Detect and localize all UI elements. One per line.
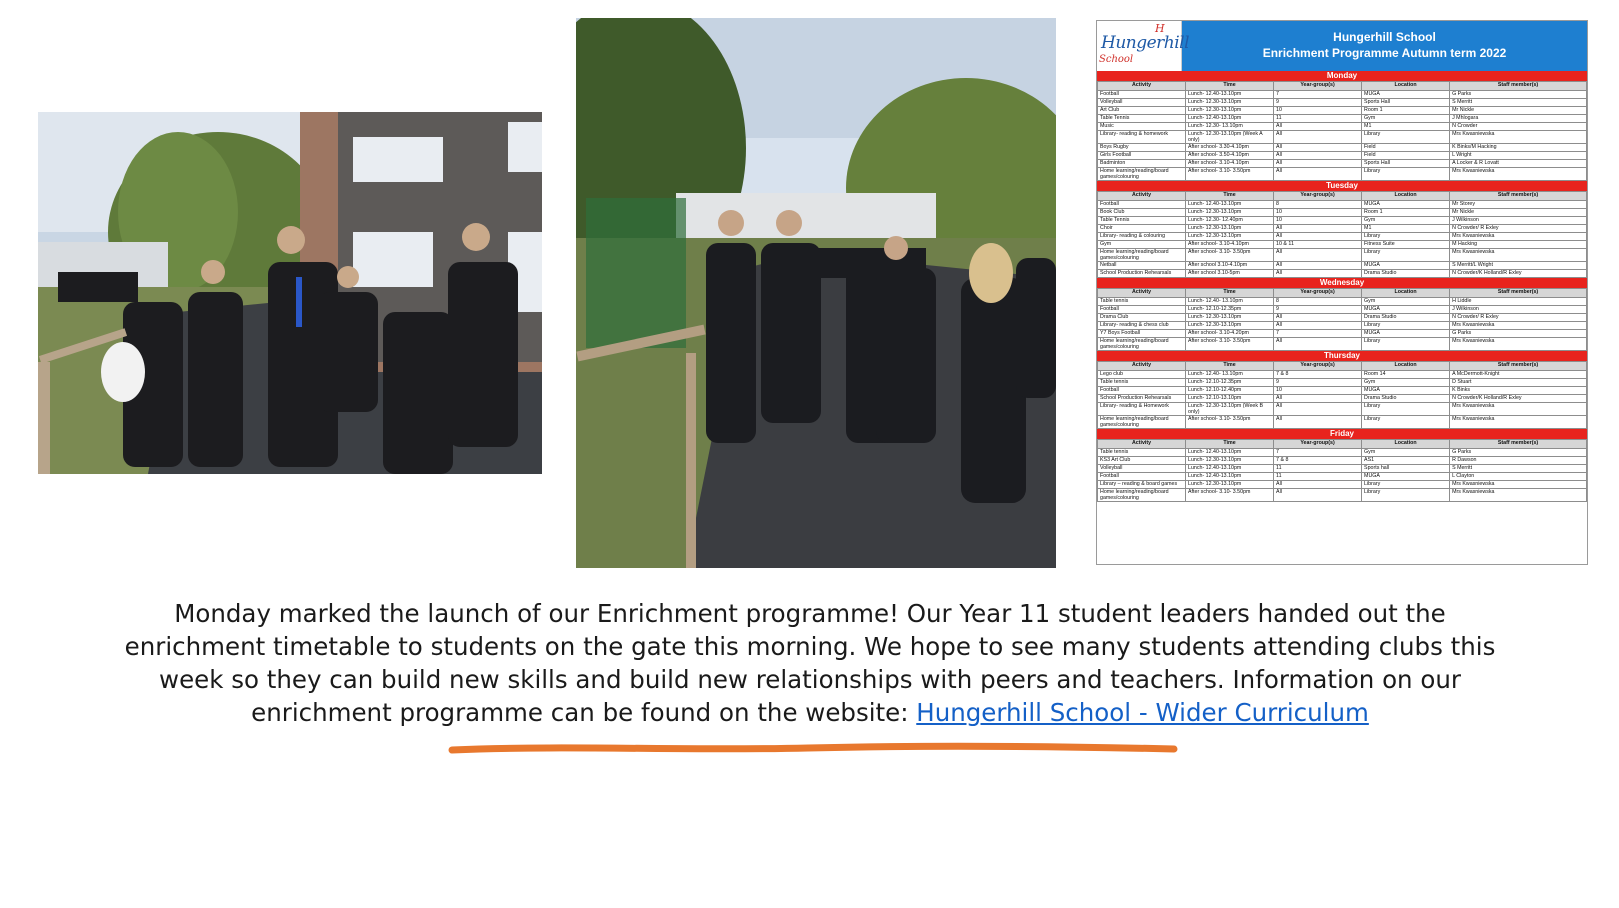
table-cell: Lunch- 12.30-13.10pm (Week A only) (1186, 131, 1274, 144)
table-cell: After school 3.10-4.10pm (1186, 262, 1274, 270)
column-header: Staff member(s) (1450, 192, 1587, 201)
table-cell: S Merritt (1450, 99, 1587, 107)
table-cell: N Crowder/K Holland/R Exley (1450, 395, 1587, 403)
table-cell: Lunch- 12.10-12.35pm (1186, 379, 1274, 387)
enrichment-timetable (1096, 20, 1588, 565)
table-cell: Mrs Kwasniewska (1450, 168, 1587, 181)
table-cell: School Production Rehearsals (1098, 270, 1186, 278)
timetable-header (1097, 21, 1587, 71)
table-cell: Lunch- 12.30-13.10pm (1186, 314, 1274, 322)
table-cell: All (1274, 160, 1362, 168)
table-header-row (1098, 362, 1587, 371)
table-cell: Gym (1362, 379, 1450, 387)
table-cell: G Parks (1450, 449, 1587, 457)
table-cell: J Mhlogara (1450, 115, 1587, 123)
table-cell: After school 3.10-5pm (1186, 270, 1274, 278)
table-cell: Mrs Kwasniewska (1450, 233, 1587, 241)
caption-text: Monday marked the launch of our Enrichment programme! Our Year 11 student leaders handed out the enrichment timetable to students on the gate this morning. We hope to see many students attending clubs this week so they can build new skills and build new relationships with peers and teachers. Information on our enrichment programme can be found on the website: (124, 599, 1496, 727)
table-row (1098, 306, 1587, 314)
table-cell: Sports hall (1362, 465, 1450, 473)
table-cell: Mrs Kwasniewska (1450, 338, 1587, 351)
table-cell: MUGA (1362, 91, 1450, 99)
logo-text: Hungerhill (1101, 33, 1190, 53)
table-cell: Volleyball (1098, 99, 1186, 107)
table-cell: Library- reading & colouring (1098, 233, 1186, 241)
table-cell: Sports Hall (1362, 99, 1450, 107)
table-cell: All (1274, 270, 1362, 278)
table-cell: 11 (1274, 473, 1362, 481)
table-cell: Home learning/reading/board games/colouring (1098, 416, 1186, 429)
day-heading-friday: Friday (1097, 429, 1587, 439)
table-cell: Lunch- 12.10-12.35pm (1186, 306, 1274, 314)
table-cell: Drama Club (1098, 314, 1186, 322)
table-row (1098, 298, 1587, 306)
table-cell: Mrs Kwasniewska (1450, 249, 1587, 262)
column-header: Activity (1098, 82, 1186, 91)
table-cell: M Hacking (1450, 241, 1587, 249)
day-table-friday (1097, 439, 1587, 502)
table-row (1098, 123, 1587, 131)
table-cell: Table tennis (1098, 449, 1186, 457)
table-row (1098, 403, 1587, 416)
column-header: Location (1362, 192, 1450, 201)
table-cell: A Locker & R Lovatt (1450, 160, 1587, 168)
column-header: Staff member(s) (1450, 362, 1587, 371)
table-row (1098, 233, 1587, 241)
table-cell: Lunch- 12.40- 13.10pm (1186, 298, 1274, 306)
table-cell: 9 (1274, 99, 1362, 107)
table-row (1098, 131, 1587, 144)
table-cell: School Production Rehearsals (1098, 395, 1186, 403)
table-row (1098, 387, 1587, 395)
table-cell: H Liddle (1450, 298, 1587, 306)
column-header: Activity (1098, 440, 1186, 449)
table-cell: Gym (1362, 449, 1450, 457)
photo-students-by-building (38, 112, 542, 474)
table-cell: Lunch- 12.30-13.10pm (1186, 225, 1274, 233)
table-cell: Lunch- 12.30-13.10pm (1186, 481, 1274, 489)
table-cell: Art Club (1098, 107, 1186, 115)
table-cell: Drama Studio (1362, 270, 1450, 278)
table-cell: D Stuart (1450, 379, 1587, 387)
table-cell: Table Tennis (1098, 115, 1186, 123)
table-cell: Mrs Kwasniewska (1450, 489, 1587, 502)
table-cell: Football (1098, 201, 1186, 209)
table-cell: Music (1098, 123, 1186, 131)
table-cell: Library (1362, 481, 1450, 489)
wider-curriculum-link[interactable]: Hungerhill School - Wider Curriculum (916, 698, 1369, 727)
table-cell: Table tennis (1098, 298, 1186, 306)
table-cell: J Wilkinson (1450, 306, 1587, 314)
table-row (1098, 91, 1587, 99)
day-heading-tuesday: Tuesday (1097, 181, 1587, 191)
table-header-row (1098, 289, 1587, 298)
table-cell: Home learning/reading/board games/colouring (1098, 168, 1186, 181)
column-header: Time (1186, 82, 1274, 91)
table-cell: Drama Studio (1362, 314, 1450, 322)
day-heading-thursday: Thursday (1097, 351, 1587, 361)
table-cell: 11 (1274, 115, 1362, 123)
table-cell: Lunch- 12.10-13.10pm (1186, 395, 1274, 403)
table-row (1098, 144, 1587, 152)
table-cell: Mrs Kwasniewska (1450, 416, 1587, 429)
table-cell: After school- 3.10- 3.50pm (1186, 338, 1274, 351)
table-header-row (1098, 440, 1587, 449)
table-cell: Football (1098, 91, 1186, 99)
table-cell: Choir (1098, 225, 1186, 233)
table-cell: MUGA (1362, 473, 1450, 481)
table-cell: L Clayton (1450, 473, 1587, 481)
table-cell: Library (1362, 131, 1450, 144)
column-header: Staff member(s) (1450, 440, 1587, 449)
table-cell: All (1274, 395, 1362, 403)
table-row (1098, 449, 1587, 457)
table-cell: N Crowder/ R Exley (1450, 225, 1587, 233)
table-cell: Room 1 (1362, 107, 1450, 115)
table-row (1098, 379, 1587, 387)
table-cell: Table tennis (1098, 379, 1186, 387)
column-header: Year-group(s) (1274, 289, 1362, 298)
table-cell: Lunch- 12.40- 13.10pm (1186, 371, 1274, 379)
table-row (1098, 473, 1587, 481)
orange-divider-stroke (448, 742, 1178, 756)
table-cell: After school- 3.50-4.10pm (1186, 152, 1274, 160)
table-cell: 7 & 8 (1274, 371, 1362, 379)
table-cell: Library (1362, 489, 1450, 502)
table-cell: K Binks (1450, 387, 1587, 395)
programme-title: Enrichment Programme Autumn term 2022 (1262, 46, 1507, 60)
table-cell: Lunch- 12.30-13.10pm (1186, 322, 1274, 330)
table-cell: All (1274, 152, 1362, 160)
table-cell: Volleyball (1098, 465, 1186, 473)
table-cell: Lunch- 12.30-13.10pm (1186, 107, 1274, 115)
table-cell: Lunch- 12.30-13.10pm (Week B only) (1186, 403, 1274, 416)
table-cell: K Binks/M Hacking (1450, 144, 1587, 152)
table-row (1098, 371, 1587, 379)
column-header: Activity (1098, 192, 1186, 201)
table-cell: Home learning/reading/board games/colouring (1098, 489, 1186, 502)
table-cell: G Parks (1450, 330, 1587, 338)
table-cell: Gym (1362, 115, 1450, 123)
column-header: Staff member(s) (1450, 82, 1587, 91)
table-cell: L Wright (1450, 152, 1587, 160)
table-cell: 7 & 8 (1274, 457, 1362, 465)
table-cell: R Dawson (1450, 457, 1587, 465)
column-header: Activity (1098, 289, 1186, 298)
table-cell: Gym (1098, 241, 1186, 249)
table-row (1098, 241, 1587, 249)
table-row (1098, 209, 1587, 217)
table-cell: 9 (1274, 306, 1362, 314)
column-header: Year-group(s) (1274, 362, 1362, 371)
table-cell: MUGA (1362, 201, 1450, 209)
table-cell: M1 (1362, 123, 1450, 131)
table-cell: 11 (1274, 465, 1362, 473)
table-cell: All (1274, 322, 1362, 330)
school-logo (1097, 21, 1190, 71)
table-row (1098, 225, 1587, 233)
school-name: Hungerhill School (1333, 30, 1436, 44)
table-cell: Lunch- 12.30- 12.40pm (1186, 217, 1274, 225)
table-cell: Library (1362, 233, 1450, 241)
column-header: Year-group(s) (1274, 192, 1362, 201)
table-cell: Library (1362, 416, 1450, 429)
column-header: Time (1186, 289, 1274, 298)
table-cell: A McDermott-Knight (1450, 371, 1587, 379)
table-cell: 8 (1274, 201, 1362, 209)
table-cell: All (1274, 249, 1362, 262)
table-cell: Football (1098, 473, 1186, 481)
table-cell: Library (1362, 322, 1450, 330)
table-cell: S Merritt (1450, 465, 1587, 473)
table-cell: Mrs Kwasniewska (1450, 481, 1587, 489)
table-cell: Lunch- 12.40-13.10pm (1186, 91, 1274, 99)
column-header: Location (1362, 289, 1450, 298)
table-cell: Library – reading & board games (1098, 481, 1186, 489)
column-header: Location (1362, 82, 1450, 91)
table-cell: M1 (1362, 225, 1450, 233)
day-table-wednesday (1097, 288, 1587, 351)
table-cell: Library- reading & Homework (1098, 403, 1186, 416)
day-table-monday (1097, 81, 1587, 181)
table-cell: Football (1098, 387, 1186, 395)
table-cell: Netball (1098, 262, 1186, 270)
table-row (1098, 314, 1587, 322)
table-cell: 10 & 11 (1274, 241, 1362, 249)
table-cell: Mrs Kwasniewska (1450, 322, 1587, 330)
table-row (1098, 395, 1587, 403)
table-cell: 10 (1274, 217, 1362, 225)
table-cell: Lunch- 12.30- 13.10pm (1186, 123, 1274, 131)
table-cell: All (1274, 314, 1362, 322)
table-cell: All (1274, 416, 1362, 429)
column-header: Year-group(s) (1274, 440, 1362, 449)
column-header: Time (1186, 440, 1274, 449)
table-row (1098, 262, 1587, 270)
table-cell: Gym (1362, 217, 1450, 225)
column-header: Staff member(s) (1450, 289, 1587, 298)
table-cell: 7 (1274, 91, 1362, 99)
table-row (1098, 322, 1587, 330)
table-cell: Room 1 (1362, 209, 1450, 217)
table-cell: Badminton (1098, 160, 1186, 168)
column-header: Location (1362, 362, 1450, 371)
table-cell: After school- 3.10-4.10pm (1186, 241, 1274, 249)
day-heading-monday: Monday (1097, 71, 1587, 81)
table-cell: 10 (1274, 209, 1362, 217)
table-row (1098, 457, 1587, 465)
table-cell: All (1274, 168, 1362, 181)
table-cell: All (1274, 123, 1362, 131)
day-table-tuesday (1097, 191, 1587, 278)
table-row (1098, 249, 1587, 262)
table-cell: Library- reading & chess club (1098, 322, 1186, 330)
table-cell: Lunch- 12.40-13.10pm (1186, 115, 1274, 123)
table-header-row (1098, 192, 1587, 201)
table-cell: Library- reading & homework (1098, 131, 1186, 144)
column-header: Time (1186, 362, 1274, 371)
table-cell: Mr Nickle (1450, 209, 1587, 217)
table-cell: After school- 3.30-4.10pm (1186, 144, 1274, 152)
table-cell: All (1274, 225, 1362, 233)
table-cell: Sports Hall (1362, 160, 1450, 168)
table-cell: Mrs Kwasniewska (1450, 131, 1587, 144)
column-header: Year-group(s) (1274, 82, 1362, 91)
table-cell: Library (1362, 249, 1450, 262)
table-row (1098, 201, 1587, 209)
table-cell: Lego club (1098, 371, 1186, 379)
table-row (1098, 489, 1587, 502)
table-row (1098, 270, 1587, 278)
table-cell: Mr Storey (1450, 201, 1587, 209)
table-row (1098, 115, 1587, 123)
column-header: Activity (1098, 362, 1186, 371)
table-row (1098, 168, 1587, 181)
table-row (1098, 416, 1587, 429)
table-row (1098, 99, 1587, 107)
caption-paragraph (110, 597, 1510, 729)
table-cell: Table Tennis (1098, 217, 1186, 225)
table-cell: KS3 Art Club (1098, 457, 1186, 465)
table-cell: Boys Rugby (1098, 144, 1186, 152)
table-cell: Drama Studio (1362, 395, 1450, 403)
table-cell: MUGA (1362, 262, 1450, 270)
table-cell: J Wilkinson (1450, 217, 1587, 225)
table-row (1098, 330, 1587, 338)
table-cell: Field (1362, 152, 1450, 160)
table-cell: Lunch- 12.30-13.10pm (1186, 457, 1274, 465)
table-cell: S Merritt/L Wright (1450, 262, 1587, 270)
table-cell: After school- 3.10- 3.50pm (1186, 416, 1274, 429)
table-cell: After school- 3.10- 3.50pm (1186, 489, 1274, 502)
table-cell: After school- 3.10-4.20pm (1186, 330, 1274, 338)
table-cell: Home learning/reading/board games/colouring (1098, 338, 1186, 351)
table-cell: Football (1098, 306, 1186, 314)
table-row (1098, 152, 1587, 160)
day-table-thursday (1097, 361, 1587, 429)
table-cell: Home learning/reading/board games/colouring (1098, 249, 1186, 262)
table-cell: Lunch- 12.10-12.40pm (1186, 387, 1274, 395)
table-cell: 9 (1274, 379, 1362, 387)
table-cell: Room 14 (1362, 371, 1450, 379)
table-cell: After school- 3.10- 3.50pm (1186, 168, 1274, 181)
table-cell: 8 (1274, 298, 1362, 306)
table-cell: Y7 Boys Football (1098, 330, 1186, 338)
column-header: Location (1362, 440, 1450, 449)
table-cell: 7 (1274, 330, 1362, 338)
table-cell: All (1274, 233, 1362, 241)
table-cell: Girls Football (1098, 152, 1186, 160)
table-cell: Lunch- 12.40-13.10pm (1186, 201, 1274, 209)
table-cell: MUGA (1362, 306, 1450, 314)
table-row (1098, 217, 1587, 225)
table-cell: AS1 (1362, 457, 1450, 465)
table-cell: Library (1362, 168, 1450, 181)
table-row (1098, 338, 1587, 351)
table-cell: G Parks (1450, 91, 1587, 99)
table-cell: After school- 3.10-4.10pm (1186, 160, 1274, 168)
table-cell: All (1274, 481, 1362, 489)
table-cell: Field (1362, 144, 1450, 152)
table-cell: Lunch- 12.30-13.10pm (1186, 99, 1274, 107)
table-cell: All (1274, 403, 1362, 416)
table-cell: Mr Nickle (1450, 107, 1587, 115)
table-row (1098, 160, 1587, 168)
photo-students-on-path (576, 18, 1056, 568)
table-cell: 7 (1274, 449, 1362, 457)
logo-mark: H (1155, 22, 1165, 35)
table-cell: Lunch- 12.30-13.10pm (1186, 233, 1274, 241)
table-header-row (1098, 82, 1587, 91)
table-row (1098, 481, 1587, 489)
table-cell: 10 (1274, 387, 1362, 395)
table-cell: Lunch- 12.40-13.10pm (1186, 465, 1274, 473)
timetable-title (1182, 21, 1587, 71)
timetable-days (1097, 71, 1587, 502)
table-cell: MUGA (1362, 387, 1450, 395)
table-cell: All (1274, 338, 1362, 351)
column-header: Time (1186, 192, 1274, 201)
table-cell: Lunch- 12.40-13.10pm (1186, 449, 1274, 457)
table-cell: Lunch- 12.30-13.10pm (1186, 209, 1274, 217)
table-cell: MUGA (1362, 330, 1450, 338)
table-row (1098, 465, 1587, 473)
table-cell: N Crowder (1450, 123, 1587, 131)
table-cell: Library (1362, 338, 1450, 351)
table-cell: Lunch- 12.40-13.10pm (1186, 473, 1274, 481)
table-cell: All (1274, 489, 1362, 502)
table-row (1098, 107, 1587, 115)
table-cell: All (1274, 262, 1362, 270)
table-cell: All (1274, 131, 1362, 144)
table-cell: After school- 3.10- 3.50pm (1186, 249, 1274, 262)
table-cell: N Crowder/K Holland/R Exley (1450, 270, 1587, 278)
table-cell: Mrs Kwasniewska (1450, 403, 1587, 416)
table-cell: Fitness Suite (1362, 241, 1450, 249)
table-cell: Book Club (1098, 209, 1186, 217)
logo-subtext: School (1099, 54, 1134, 65)
day-heading-wednesday: Wednesday (1097, 278, 1587, 288)
table-cell: All (1274, 144, 1362, 152)
table-cell: N Crowder/ R Exley (1450, 314, 1587, 322)
table-cell: 10 (1274, 107, 1362, 115)
table-cell: Library (1362, 403, 1450, 416)
table-cell: Gym (1362, 298, 1450, 306)
